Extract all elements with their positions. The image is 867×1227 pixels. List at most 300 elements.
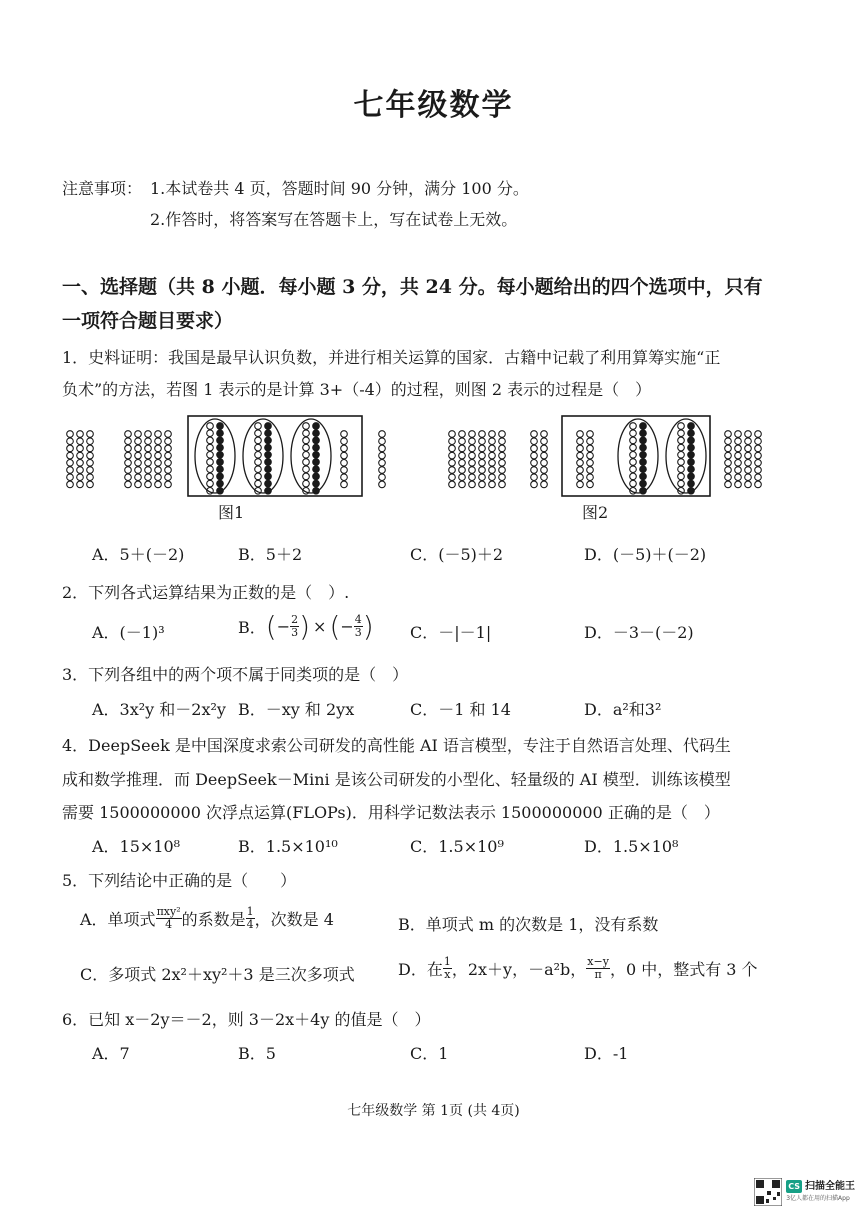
rod-bead: [265, 452, 272, 459]
rod-bead: [678, 473, 685, 480]
notes-line-1: 1.本试卷共 4 页，答题时间 90 分钟，满分 100 分。: [150, 179, 529, 198]
rod-bead: [145, 474, 152, 481]
rod-bead: [135, 474, 142, 481]
rod-bead: [577, 467, 584, 474]
q2-option-c: C．－|－1|: [410, 623, 492, 642]
rod-bead: [303, 473, 310, 480]
rod-bead: [135, 445, 142, 452]
rod-bead: [745, 460, 752, 467]
rod-bead: [531, 452, 538, 459]
q4-stem-line-2: 成和数学推理．而 DeepSeek－Mini 是该公司研发的小型化、轻量级的 AI 模型．训练该模型: [62, 770, 731, 789]
rod-bead: [630, 437, 637, 444]
q5-option-b: B．单项式 m 的次数是 1，没有系数: [398, 915, 659, 934]
rod-bead: [207, 466, 214, 473]
rod-bead: [77, 445, 84, 452]
rod-bead: [67, 438, 74, 445]
rod-bead: [755, 445, 762, 452]
rod-bead: [217, 480, 224, 487]
rod-bead: [459, 474, 466, 481]
rod-bead: [755, 474, 762, 481]
rod-bead: [341, 431, 348, 438]
rod-bead: [135, 467, 142, 474]
rod-bead: [87, 445, 94, 452]
rod-bead: [313, 452, 320, 459]
rod-bead: [630, 452, 637, 459]
q3-option-c: C．－1 和 14: [410, 700, 511, 719]
scanner-watermark: [754, 1178, 855, 1206]
rod-bead: [725, 445, 732, 452]
rod-bead: [313, 466, 320, 473]
rod-bead: [341, 481, 348, 488]
rod-bead: [479, 474, 486, 481]
rod-bead: [217, 430, 224, 437]
rod-bead: [125, 460, 132, 467]
rod-bead: [135, 452, 142, 459]
rod-bead: [499, 467, 506, 474]
scanner-badge-icon: CS: [788, 1182, 800, 1191]
rod-bead: [459, 445, 466, 452]
rod-bead: [531, 431, 538, 438]
figure-1: [67, 416, 386, 496]
rod-bead: [217, 466, 224, 473]
rod-bead: [135, 460, 142, 467]
q4-option-d: D．1.5×10⁸: [584, 837, 679, 856]
q5-option-a: A．单项式 $\frac{\text{πxy²}}{4}$ 的系数是 $\frac{1}{4}$ ，次数是 4: [80, 905, 334, 931]
rod-bead: [77, 438, 84, 445]
rod-bead: [379, 445, 386, 452]
rod-bead: [207, 480, 214, 487]
rod-bead: [135, 431, 142, 438]
rod-bead: [469, 431, 476, 438]
rod-bead: [379, 474, 386, 481]
rod-bead: [755, 431, 762, 438]
rod-bead: [735, 431, 742, 438]
rod-bead: [469, 438, 476, 445]
q5-option-c: C．多项式 2x²＋xy²＋3 是三次多项式: [80, 965, 355, 984]
rod-bead: [207, 444, 214, 451]
q4-stem-line-1: 4．DeepSeek 是中国深度求索公司研发的高性能 AI 语言模型，专注于自然语言处理、代码生: [62, 736, 731, 755]
rod-bead: [541, 460, 548, 467]
rod-bead: [541, 467, 548, 474]
rod-bead: [145, 438, 152, 445]
rod-bead: [489, 452, 496, 459]
rod-bead: [265, 480, 272, 487]
rod-bead: [489, 445, 496, 452]
rod-bead: [587, 474, 594, 481]
rod-bead: [469, 474, 476, 481]
q6-option-b: B．5: [238, 1044, 276, 1063]
rod-bead: [125, 431, 132, 438]
rod-bead: [640, 444, 647, 451]
rod-bead: [303, 430, 310, 437]
rod-bead: [265, 466, 272, 473]
rod-bead: [145, 481, 152, 488]
rod-bead: [165, 481, 172, 488]
rod-bead: [735, 467, 742, 474]
rod-bead: [479, 481, 486, 488]
rod-bead: [735, 438, 742, 445]
rod-bead: [303, 459, 310, 466]
rod-bead: [67, 431, 74, 438]
rod-bead: [255, 423, 262, 430]
q2-option-b-label: B．: [238, 618, 266, 637]
rod-bead: [678, 452, 685, 459]
q3-option-a: A．3x²y 和－2x²y: [92, 700, 226, 719]
rod-bead: [725, 474, 732, 481]
rod-bead: [577, 481, 584, 488]
rod-bead: [688, 444, 695, 451]
rod-bead: [640, 430, 647, 437]
rod-bead: [313, 473, 320, 480]
rod-bead: [165, 438, 172, 445]
rod-bead: [145, 431, 152, 438]
rod-bead: [87, 452, 94, 459]
rod-bead: [67, 445, 74, 452]
rod-bead: [745, 445, 752, 452]
rod-bead: [303, 437, 310, 444]
rod-bead: [165, 460, 172, 467]
rod-bead: [640, 480, 647, 487]
rod-bead: [303, 480, 310, 487]
rod-bead: [145, 445, 152, 452]
rod-bead: [479, 438, 486, 445]
rod-bead: [155, 467, 162, 474]
rod-bead: [755, 467, 762, 474]
rod-bead: [541, 481, 548, 488]
rod-bead: [255, 444, 262, 451]
q4-option-a: A．15×10⁸: [92, 837, 181, 856]
q2-option-a: A．(－1)³: [92, 623, 165, 642]
rod-bead: [255, 480, 262, 487]
scanner-name: 扫描全能王: [805, 1181, 855, 1192]
rod-bead: [630, 423, 637, 430]
rod-bead: [469, 460, 476, 467]
rod-bead: [688, 452, 695, 459]
rod-bead: [449, 467, 456, 474]
rod-bead: [531, 467, 538, 474]
rod-bead: [265, 437, 272, 444]
rod-bead: [630, 459, 637, 466]
figure-2-label: 图2: [582, 503, 609, 522]
rod-bead: [469, 467, 476, 474]
qr-code-icon: [754, 1178, 782, 1206]
rod-bead: [145, 452, 152, 459]
rod-bead: [678, 444, 685, 451]
rod-bead: [313, 444, 320, 451]
rod-bead: [255, 437, 262, 444]
rod-bead: [489, 460, 496, 467]
rod-bead: [531, 474, 538, 481]
rod-bead: [67, 481, 74, 488]
rod-bead: [531, 445, 538, 452]
rod-bead: [735, 452, 742, 459]
q5-fraction-x-y-over-pi: $\frac{x-y}{\pi}$: [587, 955, 609, 981]
rod-bead: [67, 452, 74, 459]
rod-bead: [87, 481, 94, 488]
rod-bead: [489, 481, 496, 488]
q2-option-b: B． ( − $\frac{2}{3}$ ) × ( − $\frac{4}{3}$ ): [238, 610, 374, 643]
rod-bead: [125, 438, 132, 445]
rod-bead: [303, 452, 310, 459]
rod-bead: [459, 460, 466, 467]
rod-bead: [459, 431, 466, 438]
rod-bead: [379, 431, 386, 438]
rod-bead: [640, 459, 647, 466]
rod-bead: [577, 431, 584, 438]
rod-bead: [87, 467, 94, 474]
q5-stem: 5．下列结论中正确的是（ ）: [62, 871, 297, 890]
rod-bead: [630, 480, 637, 487]
q4-option-c: C．1.5×10⁹: [410, 837, 504, 856]
rod-bead: [755, 438, 762, 445]
rod-bead: [379, 452, 386, 459]
q6-option-d: D．-1: [584, 1044, 629, 1063]
q3-option-b: B．－xy 和 2yx: [238, 700, 355, 719]
rod-bead: [265, 459, 272, 466]
rod-bead: [577, 445, 584, 452]
rod-bead: [125, 467, 132, 474]
rod-bead: [735, 474, 742, 481]
q6-option-a: A．7: [92, 1044, 130, 1063]
rod-bead: [469, 452, 476, 459]
q4-stem-line-3: 需要 1500000000 次浮点运算(FLOPs)．用科学记数法表示 1500000000 正确的是（ ）: [62, 803, 720, 822]
rod-bead: [479, 460, 486, 467]
rod-bead: [725, 452, 732, 459]
rod-bead: [499, 431, 506, 438]
rod-bead: [577, 438, 584, 445]
rod-bead: [207, 452, 214, 459]
rod-bead: [541, 438, 548, 445]
q1-stem-line-2: 负术”的方法，若图 1 表示的是计算 3+（-4）的过程，则图 2 表示的过程是（ ）: [62, 380, 652, 399]
rod-bead: [155, 452, 162, 459]
rod-bead: [479, 445, 486, 452]
rod-bead: [165, 452, 172, 459]
rod-bead: [587, 452, 594, 459]
rod-bead: [265, 423, 272, 430]
rod-bead: [587, 445, 594, 452]
rod-bead: [688, 480, 695, 487]
rod-bead: [341, 474, 348, 481]
rod-bead: [688, 466, 695, 473]
q1-option-a: A．5＋(－2): [92, 545, 185, 564]
rod-bead: [587, 481, 594, 488]
rod-bead: [735, 445, 742, 452]
rod-bead: [541, 474, 548, 481]
q3-stem: 3．下列各组中的两个项不属于同类项的是（ ）: [62, 665, 409, 684]
rod-bead: [165, 474, 172, 481]
q2-fraction-2: $\frac{4}{3}$: [354, 613, 362, 639]
rod-bead: [207, 423, 214, 430]
rod-bead: [489, 431, 496, 438]
rod-bead: [499, 438, 506, 445]
rod-bead: [640, 466, 647, 473]
section-1-heading-cont: 一项符合题目要求）: [62, 310, 234, 332]
q6-option-c: C．1: [410, 1044, 449, 1063]
rod-bead: [303, 444, 310, 451]
rod-bead: [587, 467, 594, 474]
rod-bead: [155, 445, 162, 452]
rod-bead: [479, 431, 486, 438]
rod-bead: [541, 445, 548, 452]
rod-bead: [155, 481, 162, 488]
rod-bead: [135, 481, 142, 488]
rod-bead: [449, 460, 456, 467]
q5-fraction-monomial: $\frac{\text{πxy²}}{4}$: [156, 905, 181, 931]
rod-bead: [531, 481, 538, 488]
rod-bead: [313, 459, 320, 466]
rod-bead: [255, 452, 262, 459]
rod-bead: [217, 473, 224, 480]
rod-bead: [678, 480, 685, 487]
rod-bead: [577, 452, 584, 459]
rod-bead: [725, 460, 732, 467]
rod-bead: [449, 445, 456, 452]
page-footer: 七年级数学 第 1页 (共 4页): [347, 1103, 520, 1119]
rod-bead: [499, 474, 506, 481]
rod-bead: [587, 460, 594, 467]
rod-bead: [155, 460, 162, 467]
rod-bead: [688, 473, 695, 480]
rod-bead: [165, 445, 172, 452]
rod-bead: [77, 431, 84, 438]
rod-bead: [489, 467, 496, 474]
rod-bead: [165, 431, 172, 438]
rod-bead: [688, 430, 695, 437]
rod-bead: [678, 423, 685, 430]
notes-line-2: 2.作答时，将答案写在答题卡上，写在试卷上无效。: [150, 210, 518, 229]
q1-option-c: C．(－5)＋2: [410, 545, 504, 564]
rod-bead: [207, 430, 214, 437]
rod-bead: [745, 474, 752, 481]
rod-bead: [479, 452, 486, 459]
q1-stem-line-1: 1．史料证明：我国是最早认识负数，并进行相关运算的国家．古籍中记载了利用算筹实施“正: [62, 348, 721, 367]
rod-bead: [499, 452, 506, 459]
rod-bead: [313, 437, 320, 444]
rod-bead: [745, 452, 752, 459]
rod-bead: [87, 438, 94, 445]
rod-bead: [265, 430, 272, 437]
rod-bead: [755, 481, 762, 488]
rod-bead: [67, 460, 74, 467]
rod-bead: [165, 467, 172, 474]
q5-fraction-1-over-x: $\frac{1}{x}$: [443, 955, 451, 981]
rod-bead: [207, 437, 214, 444]
rod-bead: [630, 466, 637, 473]
rod-bead: [678, 459, 685, 466]
rod-bead: [125, 445, 132, 452]
rod-bead: [217, 452, 224, 459]
rod-bead: [640, 423, 647, 430]
rod-bead: [217, 459, 224, 466]
rod-bead: [745, 431, 752, 438]
q1-option-d: D．(－5)＋(－2): [584, 545, 707, 564]
rod-bead: [125, 452, 132, 459]
scanner-subtitle: 3亿人都在用的扫描App: [786, 1195, 850, 1202]
rod-bead: [125, 474, 132, 481]
rod-bead: [77, 474, 84, 481]
rod-bead: [265, 444, 272, 451]
rod-bead: [640, 473, 647, 480]
rod-bead: [449, 481, 456, 488]
rod-bead: [459, 452, 466, 459]
page-title: 七年级数学: [353, 88, 514, 123]
rod-bead: [587, 431, 594, 438]
rod-bead: [640, 452, 647, 459]
rod-bead: [67, 467, 74, 474]
rod-bead: [145, 467, 152, 474]
rod-bead: [459, 481, 466, 488]
rod-bead: [688, 437, 695, 444]
rod-bead: [725, 438, 732, 445]
rod-bead: [155, 438, 162, 445]
rod-bead: [303, 423, 310, 430]
q3-option-d: D．a²和3²: [584, 700, 662, 719]
rod-bead: [87, 474, 94, 481]
rod-bead: [577, 460, 584, 467]
rod-bead: [217, 423, 224, 430]
rod-bead: [449, 438, 456, 445]
q6-stem: 6．已知 x－2y＝－2，则 3－2x＋4y 的值是（ ）: [62, 1010, 431, 1029]
rod-bead: [77, 481, 84, 488]
rod-bead: [379, 438, 386, 445]
rod-bead: [577, 474, 584, 481]
rod-bead: [678, 430, 685, 437]
q2-stem: 2．下列各式运算结果为正数的是（ ）.: [62, 583, 350, 602]
rod-bead: [541, 452, 548, 459]
rod-bead: [489, 474, 496, 481]
rod-bead: [678, 466, 685, 473]
rod-bead: [745, 438, 752, 445]
rod-bead: [725, 467, 732, 474]
rod-bead: [77, 460, 84, 467]
rod-bead: [688, 459, 695, 466]
rod-bead: [640, 437, 647, 444]
rod-bead: [499, 460, 506, 467]
figure-2: [449, 416, 762, 496]
rod-bead: [688, 423, 695, 430]
notes-label: 注意事项：: [62, 179, 143, 198]
rod-bead: [499, 481, 506, 488]
figure-1-label: 图1: [218, 503, 245, 522]
rod-bead: [379, 481, 386, 488]
rod-bead: [587, 438, 594, 445]
rod-bead: [479, 467, 486, 474]
rod-bead: [303, 466, 310, 473]
rod-bead: [449, 452, 456, 459]
rod-bead: [341, 452, 348, 459]
rod-bead: [531, 438, 538, 445]
rod-bead: [630, 430, 637, 437]
rod-bead: [735, 481, 742, 488]
rod-bead: [725, 431, 732, 438]
rod-bead: [459, 438, 466, 445]
rod-bead: [755, 452, 762, 459]
rod-bead: [341, 460, 348, 467]
rod-bead: [255, 430, 262, 437]
rod-bead: [217, 437, 224, 444]
rod-bead: [469, 445, 476, 452]
section-1-heading: 一、选择题（共 8 小题．每小题 3 分，共 24 分。每小题给出的四个选项中，只有: [62, 276, 763, 298]
rod-bead: [499, 445, 506, 452]
rod-bead: [341, 438, 348, 445]
rod-bead: [531, 460, 538, 467]
rod-bead: [155, 474, 162, 481]
rod-bead: [489, 438, 496, 445]
rod-bead: [77, 467, 84, 474]
rod-bead: [630, 473, 637, 480]
q5-fraction-coef: $\frac{1}{4}$: [246, 905, 254, 931]
rod-bead: [77, 452, 84, 459]
